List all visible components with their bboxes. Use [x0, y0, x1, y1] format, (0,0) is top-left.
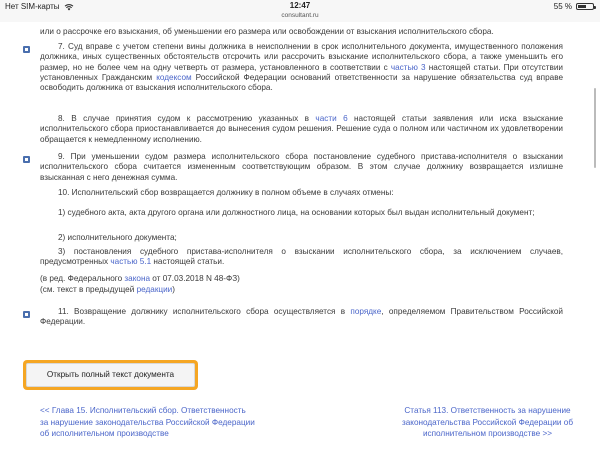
paragraph-10: 10. Исполнительский сбор возвращается должнику в полном объеме в случаях отмены: — [58, 188, 394, 197]
status-right — [554, 2, 594, 11]
paragraph-marker-icon[interactable] — [23, 156, 30, 163]
link-part-3[interactable]: частью 3 — [390, 62, 426, 72]
clock: 12:47 — [289, 1, 311, 10]
battery-percent: 55 % — [553, 2, 572, 11]
link-part-6[interactable]: части 6 — [315, 114, 348, 123]
paragraph-marker-icon[interactable] — [23, 311, 30, 318]
link-procedure[interactable]: порядке — [350, 307, 382, 316]
paragraph-11: 11. Возвращение должнику исполнительского сбора осуществляется в порядке, определяемом Правительством Российской Федерации. — [40, 307, 563, 327]
edition-note: (в ред. Федерального закона от 07.03.2018 N 48-ФЗ) — [40, 274, 240, 283]
paragraph-6-end: или о рассрочке его взыскания, об уменьшении его размера или освобождении от взыскания исполнительского сбора. — [40, 27, 494, 36]
battery-icon — [576, 3, 594, 10]
paragraph-10-item-1: 1) судебного акта, акта другого органа или должностного лица, на основании которых был выдан исполнительный документ; — [58, 208, 535, 217]
carrier-label: Нет SIM-карты — [5, 2, 60, 11]
battery-level-fill — [578, 5, 586, 8]
link-federal-law[interactable]: закона — [124, 274, 151, 283]
link-part-5-1[interactable]: частью 5.1 — [110, 257, 152, 267]
prev-chapter-link[interactable]: << Глава 15. Исполнительский сбор. Ответственность за нарушение законодательства Российской Федерации об исполнительном производстве — [40, 406, 255, 438]
paragraph-9: 9. При уменьшении судом размера исполнительского сбора постановление судебного пристава-исполнителя о взыскании исполнительского сбора считается измененным соответствующим образом. В этом случае должнику возвращается излишне взысканная с него денежная сумма. — [40, 152, 563, 182]
address-bar-url[interactable]: consultant.ru — [281, 12, 319, 19]
paragraph-7: 7. Суд вправе с учетом степени вины должника в неисполнении в срок исполнительного документа, имущественного положения должника, иных существенных обстоятельств отсрочить или рассрочить взыскание исполнительского сбора, а также уменьшить его размер, но не более чем на одну четверть от размера, установленного в соответствии с частью 3 настоящей статьи. При отсутствии установленных Гражданским кодексом Российской Федерации оснований ответственности за нарушение обязательства суд вправе освободить должника от взыскания исполнительского сбора. — [40, 42, 564, 93]
status-bar — [0, 0, 600, 22]
link-civil-code[interactable]: кодексом — [156, 72, 192, 82]
paragraph-10-item-3: 3) постановления судебного пристава-исполнителя о взыскании исполнительского сбора, за исключением случаев, предусмотренных частью 5.1 настоящей статьи. — [40, 247, 563, 267]
link-previous-edition[interactable]: редакции — [136, 285, 173, 294]
paragraph-marker-icon[interactable] — [23, 46, 30, 53]
paragraph-10-item-2: 2) исполнительного документа; — [58, 233, 177, 242]
open-full-text-highlight — [23, 360, 198, 390]
open-full-text-button[interactable]: Открыть полный текст документа — [26, 363, 195, 387]
status-center — [0, 1, 600, 20]
next-article-link[interactable]: Статья 113. Ответственность за нарушение законодательства Российской Федерации об исполнительном производстве >> — [401, 406, 574, 438]
previous-edition-note: (см. текст в предыдущей редакции) — [40, 285, 175, 294]
paragraph-8: 8. В случае принятия судом к рассмотрению указанных в части 6 настоящей статьи заявления или иска взыскание исполнительского сбора приостанавливается до вынесения судом решения. Решение суда о полном или частичном их удовлетворении обращается к немедленному исполнению. — [40, 114, 563, 144]
scrollbar[interactable] — [594, 88, 596, 168]
